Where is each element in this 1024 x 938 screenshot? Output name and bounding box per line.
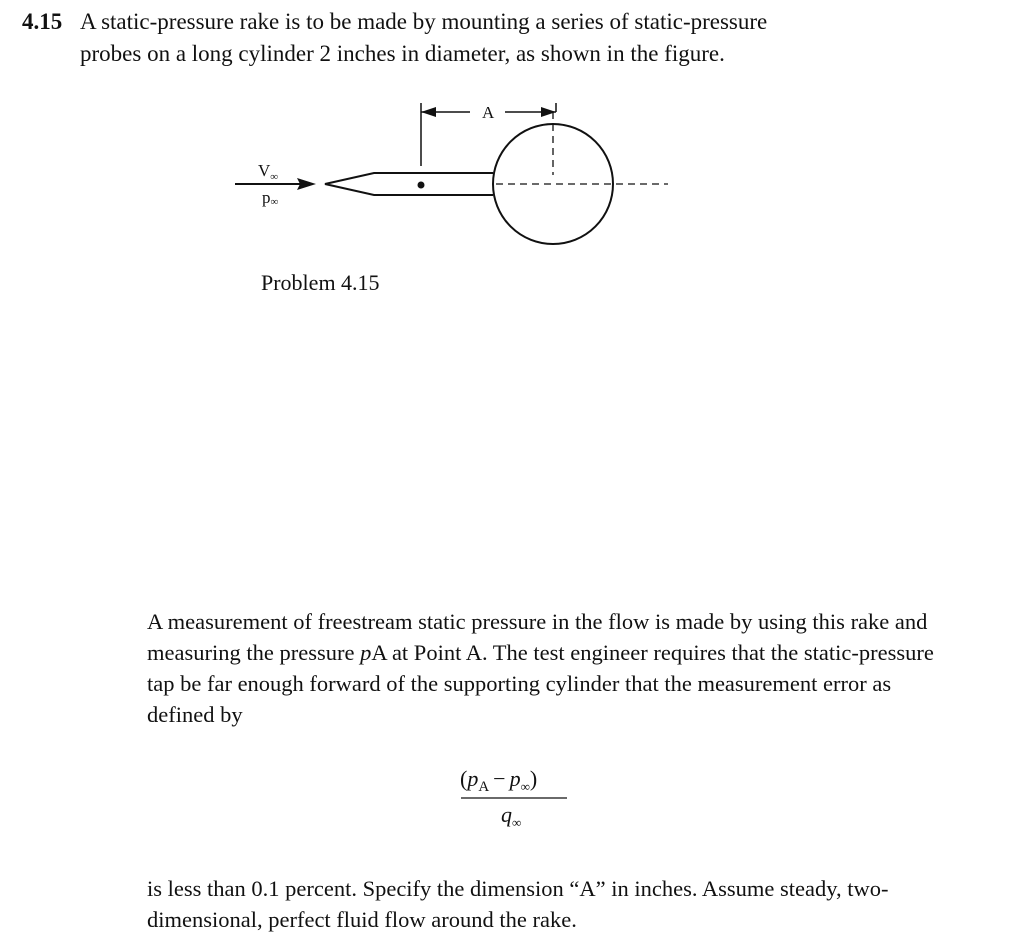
problem-text-line-2: probes on a long cylinder 2 inches in diameter, as shown in the figure. <box>80 41 725 66</box>
static-pressure-tap <box>418 182 425 189</box>
freestream-pressure-label: p∞ <box>262 188 279 208</box>
paragraph-1 <box>147 606 947 730</box>
probe-body <box>325 173 493 195</box>
paragraph-2: is less than 0.1 percent. Specify the dimension “A” in inches. Assume steady, two-dimensional, perfect fluid flow around the rake. <box>147 876 889 932</box>
dimension-arrow-right <box>541 107 556 117</box>
figure-caption: Problem 4.15 <box>261 270 380 295</box>
paragraph-1-end: A at Point A. The test engineer requires that the static-pressure tap be far enough forward of the supporting cylinder that the measurement error as defined by <box>147 640 934 727</box>
problem-text-line-1: A static-pressure rake is to be made by mounting a series of static-pressure <box>80 9 768 34</box>
formula-numerator: $(p_A - p_\infty)$ <box>460 766 538 795</box>
error-formula <box>455 760 575 830</box>
formula-denominator: $q_\infty$ <box>501 802 522 830</box>
problem-number: 4.15 <box>22 9 63 34</box>
pressure-symbol: p <box>360 640 372 665</box>
freestream-velocity-label: $V_\infty$ <box>258 161 279 183</box>
dimension-arrow-left <box>421 107 436 117</box>
paragraph-1-start: A measurement of freestream static pressure in the flow is made by using this rake and measuring the pressure <box>147 609 928 665</box>
rake-figure <box>0 0 700 260</box>
dimension-a-label: A <box>482 103 495 122</box>
